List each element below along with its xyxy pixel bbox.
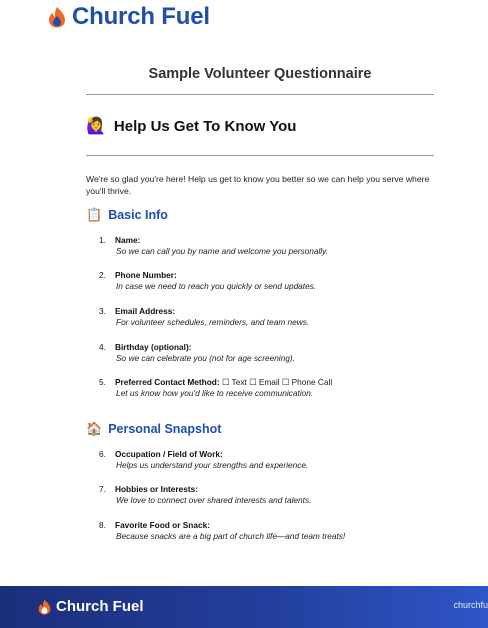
divider bbox=[86, 155, 434, 156]
list-item bbox=[99, 484, 439, 506]
item-label: Preferred Contact Method: bbox=[115, 377, 220, 387]
item-number: 1. bbox=[99, 235, 106, 245]
item-description: We love to connect over shared interests and talents. bbox=[116, 495, 312, 505]
list-item bbox=[99, 449, 439, 471]
item-label: Occupation / Field of Work: bbox=[115, 449, 223, 459]
logo-wordmark: Church Fuel bbox=[72, 3, 210, 30]
item-number: 2. bbox=[99, 270, 106, 280]
item-description: Helps us understand your strengths and experience. bbox=[116, 460, 309, 470]
footer-bar bbox=[0, 586, 488, 628]
item-label: Email Address: bbox=[115, 306, 176, 316]
flame-icon bbox=[38, 599, 51, 615]
item-number: 8. bbox=[99, 520, 106, 530]
item-number: 4. bbox=[99, 342, 106, 352]
item-description: In case we need to reach you quickly or send updates. bbox=[116, 281, 317, 291]
intro-paragraph: We're so glad you're here! Help us get to know you better so we can help you serve where you'll thrive. bbox=[86, 174, 430, 196]
section-title: Basic Info bbox=[108, 208, 168, 222]
section-title: Personal Snapshot bbox=[108, 422, 222, 436]
item-description: So we can call you by name and welcome you personally. bbox=[116, 246, 328, 256]
document-title: Sample Volunteer Questionnaire bbox=[148, 66, 372, 82]
list-item bbox=[99, 520, 439, 542]
item-label: Birthday (optional): bbox=[115, 342, 192, 352]
section-heading-personal-snapshot bbox=[86, 421, 221, 437]
page-heading-text: Help Us Get To Know You bbox=[113, 117, 297, 135]
item-label: Name: bbox=[115, 235, 141, 245]
flame-icon bbox=[48, 6, 66, 28]
list-item bbox=[99, 235, 439, 257]
clipboard-icon: 📋 bbox=[86, 207, 103, 222]
list-item bbox=[99, 270, 439, 292]
item-description: Let us know how you'd like to receive communication. bbox=[116, 388, 314, 398]
house-icon: 🏠 bbox=[86, 421, 103, 436]
church-fuel-logo bbox=[48, 3, 210, 31]
section-heading-basic-info bbox=[86, 207, 168, 223]
contact-method-options: ☐ Text ☐ Email ☐ Phone Call bbox=[221, 377, 333, 387]
footer-logo-wordmark: Church Fuel bbox=[56, 598, 144, 615]
item-description: For volunteer schedules, reminders, and team news. bbox=[116, 317, 310, 327]
divider bbox=[86, 94, 434, 95]
page-heading bbox=[86, 116, 296, 136]
list-item bbox=[99, 377, 439, 399]
item-description: Because snacks are a big part of church life—and team treats! bbox=[116, 531, 346, 541]
item-label: Favorite Food or Snack: bbox=[115, 520, 210, 530]
item-number: 5. bbox=[99, 377, 106, 387]
item-number: 3. bbox=[99, 306, 106, 316]
item-number: 6. bbox=[99, 449, 106, 459]
item-description: So we can celebrate you (not for age screening). bbox=[116, 353, 295, 363]
list-item bbox=[99, 306, 439, 328]
footer-url[interactable]: churchfu bbox=[453, 600, 488, 610]
item-label: Phone Number: bbox=[115, 270, 177, 280]
person-raising-hand-icon: 🙋‍♀️ bbox=[86, 118, 106, 135]
list-item bbox=[99, 342, 439, 364]
footer-logo bbox=[38, 598, 144, 615]
item-label: Hobbies or Interests: bbox=[115, 484, 198, 494]
item-number: 7. bbox=[99, 484, 106, 494]
